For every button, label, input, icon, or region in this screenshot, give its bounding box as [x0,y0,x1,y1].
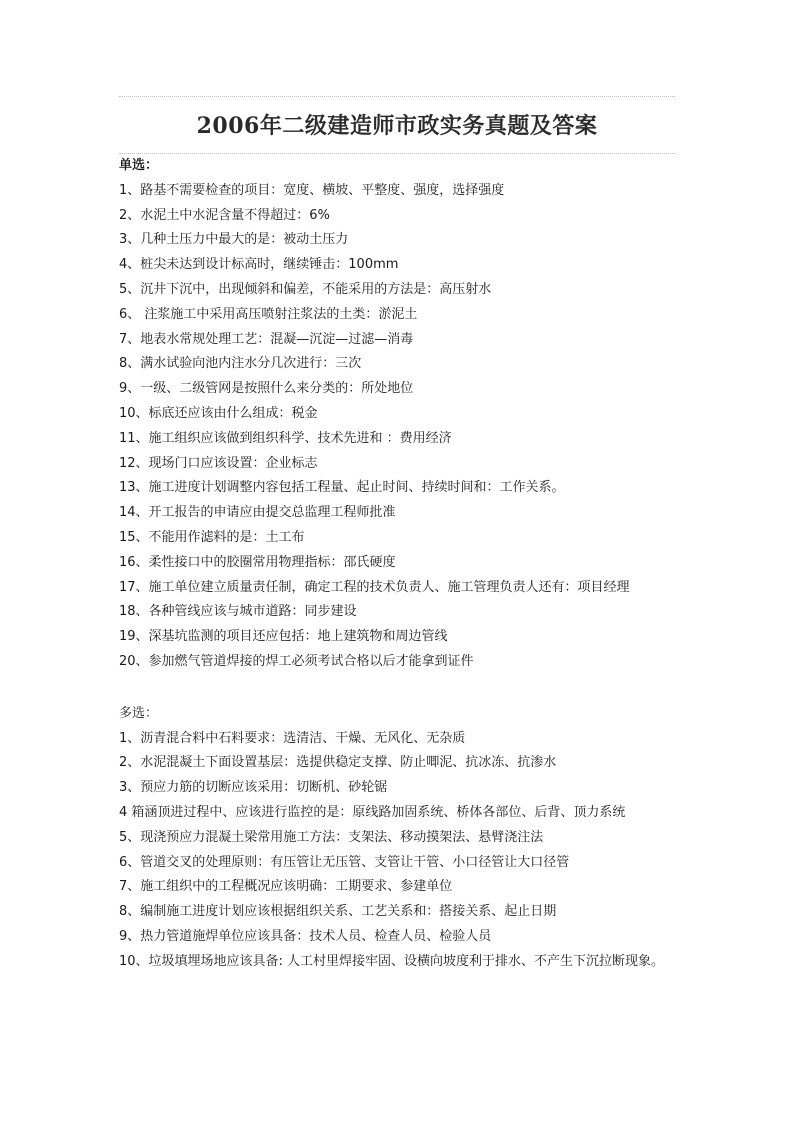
list-item: 17、施工单位建立质量责任制，确定工程的技术负责人、施工管理负责人还有：项目经理 [119,579,630,595]
multiple-choice-list [119,727,675,975]
list-item: 2、水泥土中水泥含量不得超过：6% [119,207,330,223]
page-title: 2006年二级建造师市政实务真题及答案 [196,113,598,139]
list-item: 2、水泥混凝土下面设置基层：选提供稳定支撑、防止唧泥、抗冰冻、抗渗水 [119,755,557,771]
list-item: 19、深基坑监测的项目还应包括：地上建筑物和周边管线 [119,629,448,645]
list-item: 8、满水试验向池内注水分几次进行：三次 [119,356,362,372]
list-item: 12、现场门口应该设置：企业标志 [119,455,318,471]
list-item: 4 箱涵顶进过程中、应该进行监控的是：原线路加固系统、桥体各部位、后背、顶力系统 [119,804,626,820]
list-item: 11、施工组织应该做到组织科学、技术先进和 ：费用经济 [119,430,452,446]
single-choice-list [119,179,675,675]
list-item: 13、施工进度计划调整内容包括工程量、起止时间、持续时间和：工作关系。 [119,480,565,496]
list-item: 3、预应力筋的切断应该采用：切断机、砂轮锯 [119,780,388,796]
list-item: 5、现浇预应力混凝土梁常用施工方法：支架法、移动摸架法、悬臂浇注法 [119,829,544,845]
list-item: 6、 注浆施工中采用高压喷射注浆法的土类：淤泥土 [119,306,418,322]
list-item: 1、沥青混合料中石料要求：选清洁、干燥、无风化、无杂质 [119,730,466,746]
list-item: 4、桩尖未达到设计标高时，继续锤击：100mm [119,257,399,273]
list-item: 1、路基不需要检查的项目：宽度、横坡、平整度、强度，选择强度 [119,182,505,198]
section-spacer [119,675,675,702]
multiple-choice-heading: 多选： [119,705,159,721]
list-item: 18、各种管线应该与城市道路：同步建设 [119,604,357,620]
list-item: 3、几种土压力中最大的是：被动土压力 [119,232,349,248]
list-item: 15、不能用作滤料的是：土工布 [119,529,305,545]
list-item: 14、开工报告的申请应由提交总监理工程师批准 [119,505,396,521]
list-item: 10、垃圾填埋场地应该具备: 人工村里焊接牢固、设横向坡度利于排水、不产生下沉拉断现象。 [119,953,665,969]
single-choice-heading: 单选： [119,158,159,173]
list-item: 7、施工组织中的工程概况应该明确：工期要求、参建单位 [119,879,453,895]
list-item: 5、沉井下沉中，出现倾斜和偏差，不能采用的方法是：高压射水 [119,281,492,297]
list-item: 6、管道交叉的处理原则：有压管让无压管、支管让干管、小口径管让大口径管 [119,854,570,870]
document-page [119,96,675,975]
list-item: 7、地表水常规处理工艺：混凝—沉淀—过滤—消毒 [119,331,414,347]
list-item: 8、编制施工进度计划应该根据组织关系、工艺关系和：搭接关系、起止日期 [119,904,557,920]
list-item: 10、标底还应该由什么组成：税金 [119,405,318,421]
list-item: 9、一级、二级管网是按照什么来分类的：所处地位 [119,381,414,397]
list-item: 16、柔性接口中的胶圈常用物理指标：邵氏硬度 [119,554,396,570]
list-item: 20、参加燃气管道焊接的焊工必须考试合格以后才能拿到证件 [119,653,474,669]
list-item: 9、热力管道施焊单位应该具备：技术人员、检查人员、检验人员 [119,928,492,944]
